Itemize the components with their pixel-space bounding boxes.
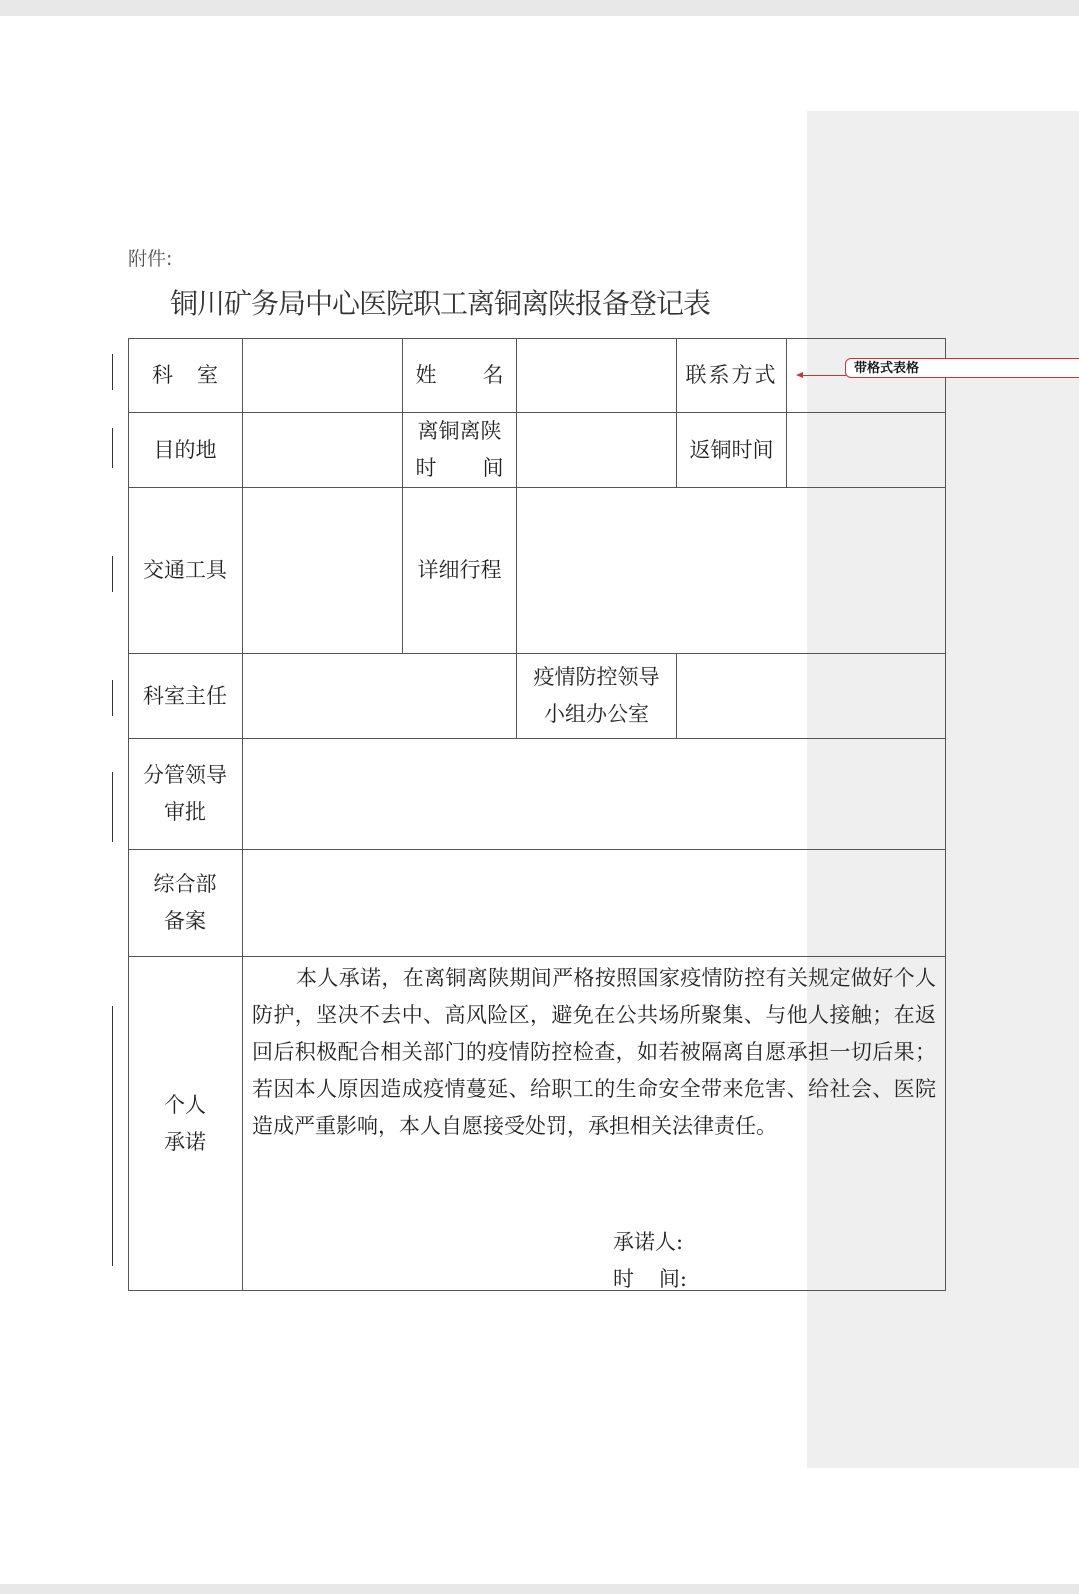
sign-date-label: 时 间: (613, 1267, 687, 1291)
pledge-text: 本人承诺，在离铜离陕期间严格按照国家疫情防控有关规定做好个人防护，坚决不去中、高风险区，避免在公共场所聚集、与他人接触；在返回后积极配合相关部门的疫情防控检查，如若被隔离自愿承担一切后果；若因本人原因造成疫情蔓延、给职工的生命安全带来危害、给社会、医院造成严重影响，本人自愿接受处罚，承担相关法律责任。 (252, 966, 936, 1138)
revision-mark (112, 354, 113, 390)
return-time-label: 返铜时间 (689, 437, 774, 462)
return-time-field[interactable] (787, 413, 945, 487)
revision-mark (112, 772, 113, 842)
contact-label: 联系方式 (685, 362, 778, 387)
leave-time-field[interactable] (517, 413, 676, 487)
epidemic-office-field[interactable] (677, 654, 945, 738)
pledge-label: 个人 承诺 (164, 1092, 206, 1154)
registration-form-table (128, 338, 946, 1291)
destination-field[interactable] (243, 413, 402, 487)
department-label: 科 室 (152, 362, 218, 387)
name-label: 姓 名 (415, 362, 504, 387)
name-field[interactable] (517, 339, 676, 412)
revision-mark (112, 556, 113, 592)
revision-comment-balloon[interactable]: 带格式表格 (845, 358, 1079, 378)
itinerary-field[interactable] (517, 488, 945, 653)
bottom-strip (0, 1584, 1079, 1594)
leader-approval-field[interactable] (243, 739, 945, 849)
sign-date-field[interactable] (687, 1261, 807, 1298)
attachment-label: 附件: (128, 248, 173, 270)
revision-mark (112, 1006, 113, 1266)
dept-director-field[interactable] (243, 654, 516, 738)
leader-approval-label: 分管领导 审批 (143, 763, 227, 824)
document-title: 铜川矿务局中心医院职工离铜离陕报备登记表 (170, 287, 711, 320)
comment-connector (802, 375, 846, 376)
revision-mark (112, 680, 113, 716)
general-dept-label: 综合部 备案 (153, 872, 217, 933)
dept-director-label: 科室主任 (143, 683, 227, 708)
revision-mark (112, 428, 113, 468)
top-toolbar-strip (0, 0, 1079, 16)
transport-field[interactable] (243, 488, 402, 653)
leave-time-label: 离铜离陕 时 间 (415, 419, 504, 480)
signer-label: 承诺人: (613, 1230, 684, 1254)
signer-field[interactable] (683, 1224, 803, 1261)
destination-label: 目的地 (153, 437, 217, 462)
department-field[interactable] (243, 339, 402, 412)
transport-label: 交通工具 (143, 558, 227, 582)
epidemic-office-label: 疫情防控领导 小组办公室 (533, 665, 660, 726)
signature-block (613, 1224, 807, 1298)
itinerary-label: 详细行程 (417, 558, 502, 582)
general-dept-field[interactable] (243, 850, 945, 956)
